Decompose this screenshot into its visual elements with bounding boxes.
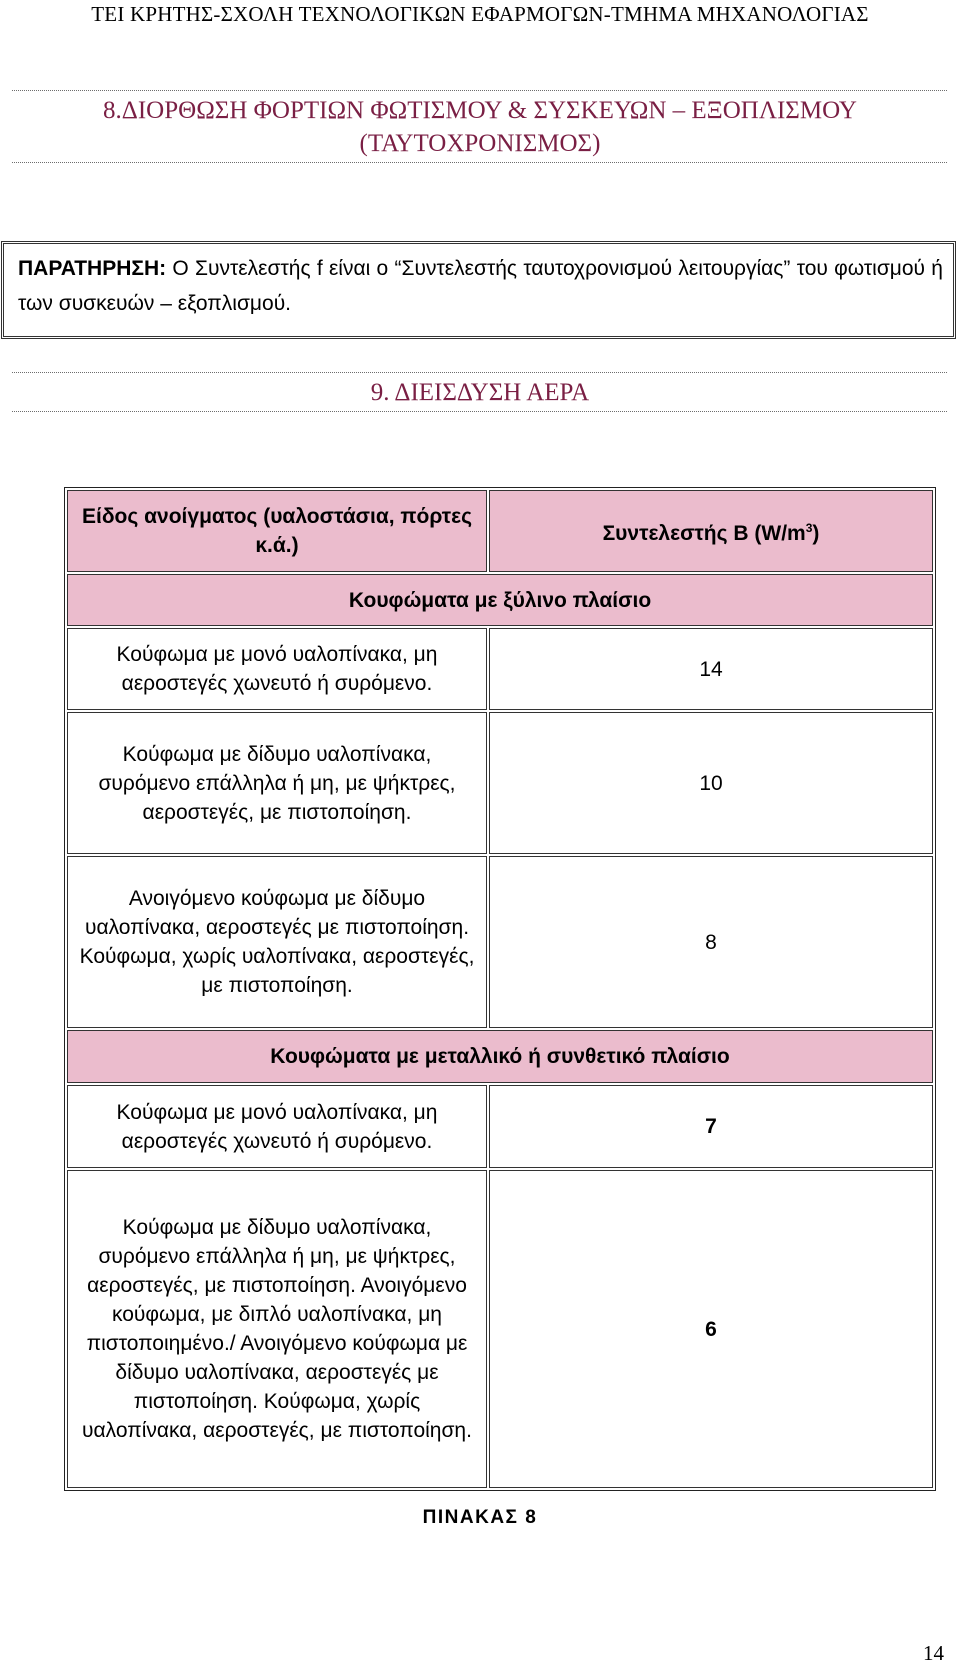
- section-8-title-line2: (ΤΑΥΤΟΧΡΟΝΙΣΜΟΣ): [359, 130, 601, 157]
- coefficient-cell: 8: [489, 856, 933, 1028]
- group-row: [67, 1030, 933, 1083]
- table-row: [67, 856, 933, 1028]
- coefficient-cell: 7: [489, 1085, 933, 1168]
- table-row: [67, 712, 933, 854]
- divider: [12, 411, 947, 412]
- group-title-wood: Κουφώματα με ξύλινο πλαίσιο: [67, 574, 933, 626]
- note-label: ΠΑΡΑΤΗΡΗΣΗ:: [18, 257, 167, 280]
- opening-type-cell: Κούφωμα με μονό υαλοπίνακα, μη αεροστεγές χωνευτό ή συρόμενο.: [67, 1085, 487, 1168]
- table-caption: ΠΙΝΑΚΑΣ 8: [422, 1507, 538, 1528]
- divider: [12, 372, 947, 373]
- section-8-title-line1: 8.ΔΙΟΡΘΩΣΗ ΦΟΡΤΙΩΝ ΦΩΤΙΣΜΟΥ & ΣΥΣΚΕΥΩΝ – ΕΞΟΠΛΙΣΜΟΥ: [103, 97, 857, 124]
- table-row: [67, 1085, 933, 1168]
- opening-type-cell: Κούφωμα με μονό υαλοπίνακα, μη αεροστεγές χωνευτό ή συρόμενο.: [67, 628, 487, 710]
- note-paragraph: [18, 251, 943, 321]
- group-row: [67, 574, 933, 626]
- page-number: 14: [923, 1641, 944, 1665]
- coefficient-cell: 6: [489, 1170, 933, 1488]
- divider: [12, 90, 947, 91]
- group-title-metal: Κουφώματα με μεταλλικό ή συνθετικό πλαίσιο: [67, 1030, 933, 1083]
- coefficient-cell: 14: [489, 628, 933, 710]
- table-row: [67, 628, 933, 710]
- section-9-title: 9. ΔΙΕΙΣΔΥΣΗ ΑΕΡΑ: [370, 379, 590, 406]
- opening-type-cell: Κούφωμα με δίδυμο υαλοπίνακα, συρόμενο επάλληλα ή μη, με ψήκτρες, αεροστεγές, με πιστοποίηση.: [67, 712, 487, 854]
- opening-type-cell: Ανοιγόμενο κούφωμα με δίδυμο υαλοπίνακα, αεροστεγές με πιστοποίηση. Κούφωμα, χωρίς υαλοπίνακα, αεροστεγές, με πιστοποίηση.: [67, 856, 487, 1028]
- table-header-row: [67, 490, 933, 572]
- note-box: [1, 241, 956, 339]
- infiltration-table: [64, 487, 936, 1491]
- coefficient-cell: 10: [489, 712, 933, 854]
- header-opening-type: Είδος ανοίγματος (υαλοστάσια, πόρτες κ.ά.): [67, 490, 487, 572]
- running-header: ΤΕΙ ΚΡΗΤΗΣ-ΣΧΟΛΗ ΤΕΧΝΟΛΟΓΙΚΩΝ ΕΦΑΡΜΟΓΩΝ-ΤΜΗΜΑ ΜΗΧΑΝΟΛΟΓΙΑΣ: [91, 2, 869, 26]
- table-row: [67, 1170, 933, 1488]
- header-coefficient: Συντελεστής B $(W/m^3)$: [489, 490, 933, 572]
- note-text: Ο Συντελεστής f είναι ο “Συντελεστής ταυτοχρονισμού λειτουργίας” του φωτισμού ή των συσκευών – εξοπλισμού.: [18, 257, 943, 315]
- divider: [12, 162, 947, 163]
- opening-type-cell: Κούφωμα με δίδυμο υαλοπίνακα, συρόμενο επάλληλα ή μη, με ψήκτρες, αεροστεγές, με πιστοποίηση. Ανοιγόμενο κούφωμα, με διπλό υαλοπίνακα, μη πιστοποιημένο./ Ανοιγόμενο κούφωμα με δίδυμο υαλοπίνακα, αεροστεγές με πιστοποίηση. Κούφωμα, χωρίς υαλοπίνακα, αεροστεγές, με πιστοποίηση.: [67, 1170, 487, 1488]
